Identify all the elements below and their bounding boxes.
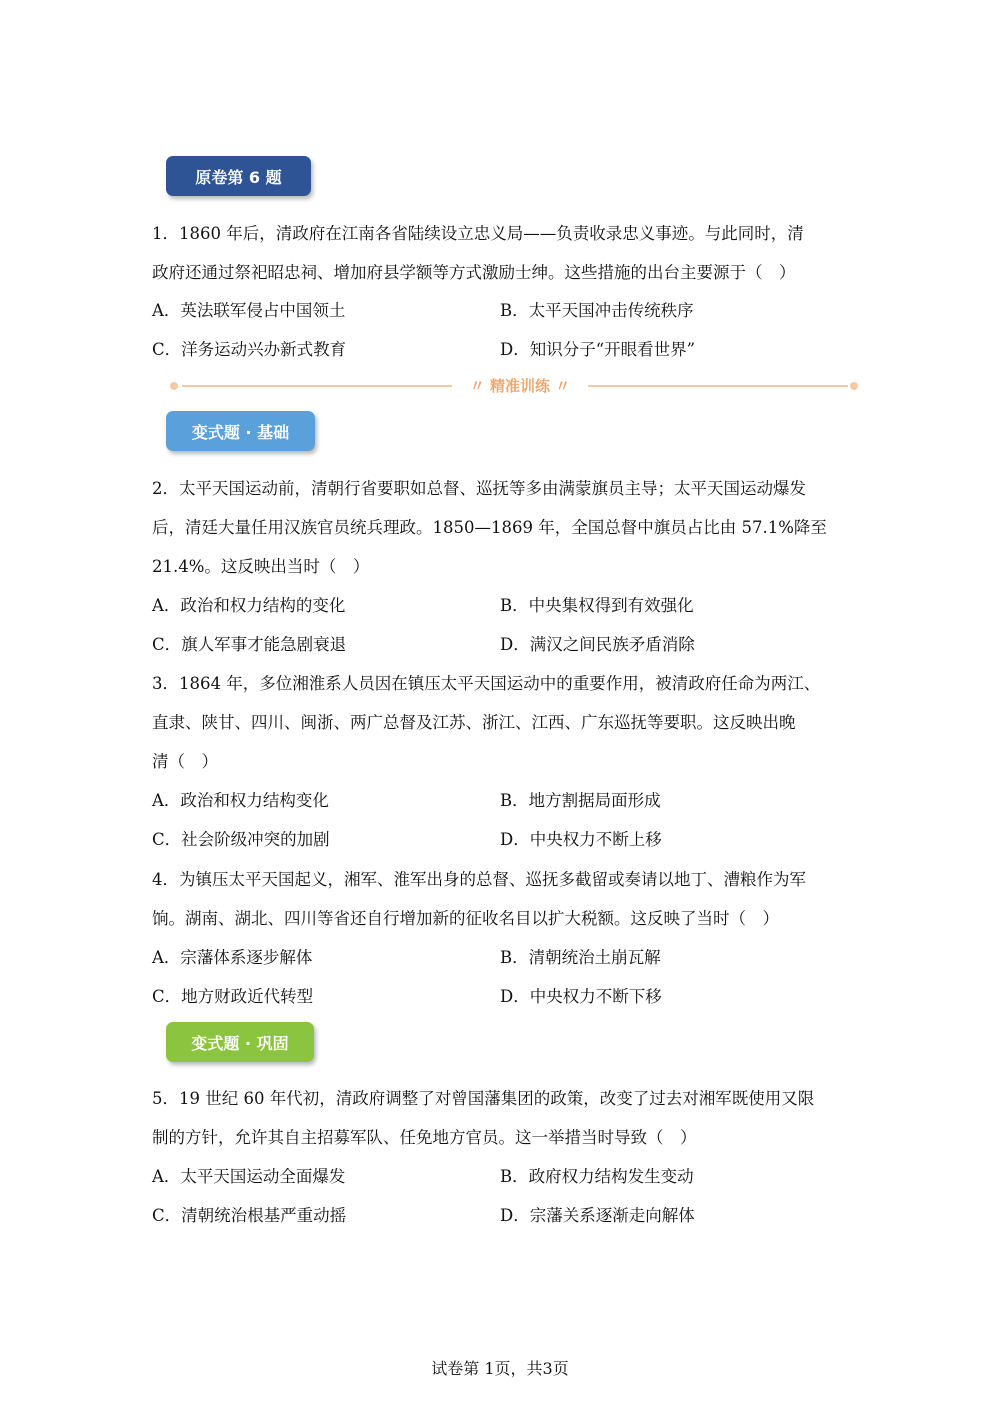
question-stem-line: 清（ ） — [152, 752, 218, 771]
question-2 — [152, 469, 852, 586]
section-tag-original: 原卷第 6 题 — [166, 156, 311, 196]
option-d: D．中央权力不断上移 — [500, 830, 662, 849]
option-d: D．知识分子“开眼看世界” — [500, 340, 696, 359]
divider-dot — [170, 382, 178, 390]
section-divider — [170, 374, 860, 398]
option-b: B．政府权力结构发生变动 — [500, 1167, 694, 1186]
question-stem-line: 4．为镇压太平天国起义，湘军、淮军出身的总督、巡抚多截留或奏请以地丁、漕粮作为军 — [152, 870, 806, 889]
option-b: B．地方割据局面形成 — [500, 791, 661, 810]
question-stem-line: 制的方针，允许其自主招募军队、任免地方官员。这一举措当时导致（ ） — [152, 1128, 697, 1147]
option-a: A．英法联军侵占中国领土 — [152, 301, 346, 320]
question-stem-line: 饷。湖南、湖北、四川等省还自行增加新的征收名目以扩大税额。这反映了当时（ ） — [152, 909, 779, 928]
question-stem-line: 5．19 世纪 60 年代初，清政府调整了对曾国藩集团的政策，改变了过去对湘军既使用又限 — [152, 1089, 815, 1108]
question-stem-line: 2．太平天国运动前，清朝行省要职如总督、巡抚等多由满蒙旗员主导；太平天国运动爆发 — [152, 479, 806, 498]
section-tag-basic: 变式题 · 基础 — [166, 411, 315, 451]
question-1 — [152, 214, 852, 292]
option-a: A．政治和权力结构的变化 — [152, 596, 346, 615]
option-c: C．洋务运动兴办新式教育 — [152, 340, 347, 359]
divider-dot — [850, 382, 858, 390]
option-b: B．清朝统治土崩瓦解 — [500, 948, 661, 967]
option-b: B．太平天国冲击传统秩序 — [500, 301, 694, 320]
question-5 — [152, 1079, 852, 1157]
option-c: C．社会阶级冲突的加剧 — [152, 830, 330, 849]
option-d: D．满汉之间民族矛盾消除 — [500, 635, 695, 654]
question-stem-line: 直隶、陕甘、四川、闽浙、两广总督及江苏、浙江、江西、广东巡抚等要职。这反映出晚 — [152, 713, 796, 732]
quote-mark-icon: 〃 — [550, 377, 571, 395]
option-c: C．清朝统治根基严重动摇 — [152, 1206, 347, 1225]
option-c: C．地方财政近代转型 — [152, 987, 314, 1006]
option-a: A．政治和权力结构变化 — [152, 791, 329, 810]
quote-mark-icon: 〃 — [469, 377, 490, 395]
option-c: C．旗人军事才能急剧衰退 — [152, 635, 347, 654]
option-a: A．宗藩体系逐步解体 — [152, 948, 313, 967]
question-stem-line: 21.4%。这反映出当时（ ） — [152, 557, 370, 576]
question-stem-line: 后，清廷大量任用汉族官员统兵理政。1850—1869 年，全国总督中旗员占比由 57.1%降至 — [152, 518, 827, 537]
question-stem-line: 政府还通过祭祀昭忠祠、增加府县学额等方式激励士绅。这些措施的出台主要源于（ ） — [152, 263, 796, 282]
divider-line — [182, 385, 452, 387]
option-d: D．中央权力不断下移 — [500, 987, 662, 1006]
option-d: D．宗藩关系逐渐走向解体 — [500, 1206, 695, 1225]
page-footer: 试卷第 1页，共3页 — [431, 1359, 569, 1378]
question-stem-line: 1．1860 年后，清政府在江南各省陆续设立忠义局——负责收录忠义事迹。与此同时，清 — [152, 224, 804, 243]
option-b: B．中央集权得到有效强化 — [500, 596, 694, 615]
section-tag-consolidate: 变式题 · 巩固 — [166, 1022, 314, 1062]
option-a: A．太平天国运动全面爆发 — [152, 1167, 346, 1186]
divider-line — [588, 385, 848, 387]
question-3 — [152, 664, 852, 781]
divider-title: 〃 精准训练 〃 — [469, 377, 571, 395]
question-stem-line: 3．1864 年，多位湘淮系人员因在镇压太平天国运动中的重要作用，被清政府任命为两江、 — [152, 674, 821, 693]
question-4 — [152, 860, 852, 938]
